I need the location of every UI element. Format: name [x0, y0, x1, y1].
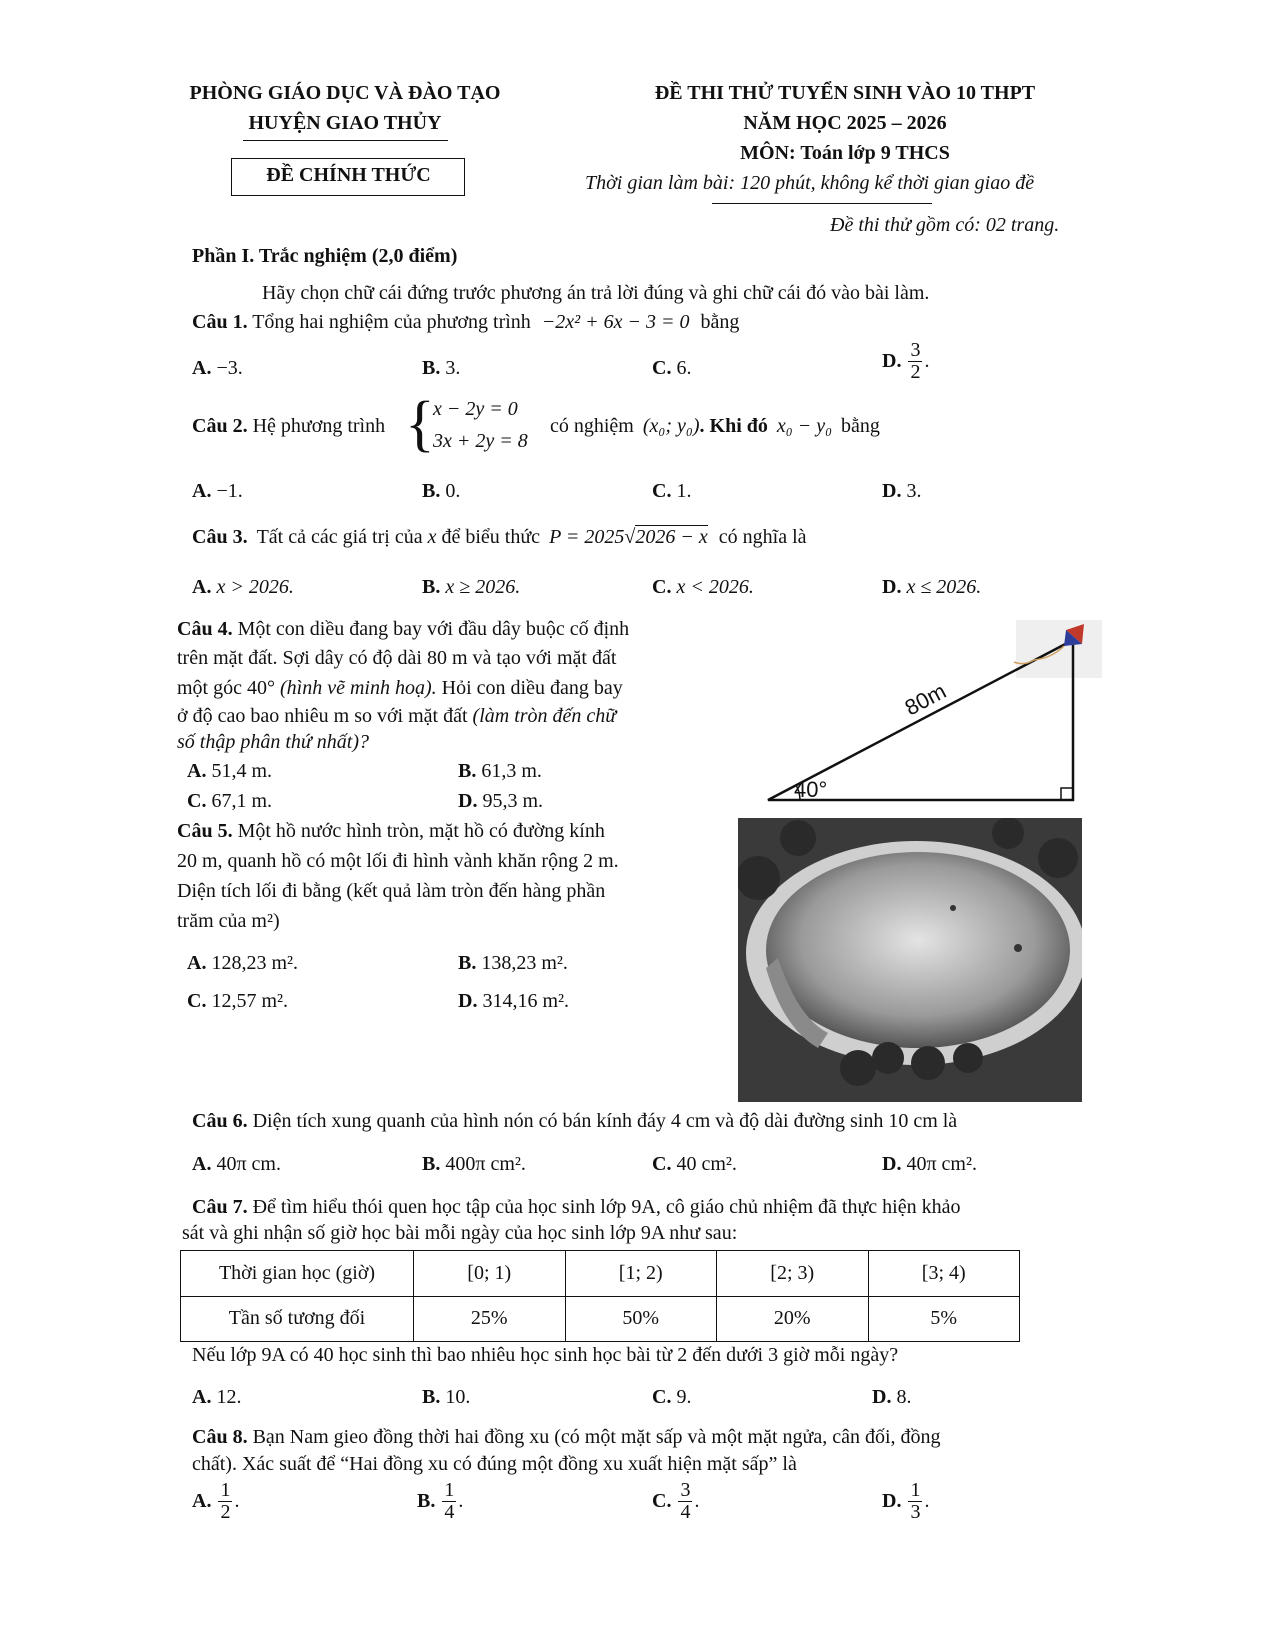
q4-label: Câu 4.	[177, 618, 233, 640]
table-cell: [2; 3)	[717, 1251, 869, 1297]
q5-line2: 20 m, quanh hồ có một lối đi hình vành khăn rộng 2 m.	[177, 850, 619, 872]
q2-solution: (x₀; y₀)	[642, 415, 700, 437]
q7-option-a: A. 12.	[192, 1386, 242, 1408]
q6-option-d: D. 40π cm².	[882, 1153, 977, 1175]
department-name: PHÒNG GIÁO DỤC VÀ ĐÀO TẠO	[189, 82, 501, 104]
q8-option-a: A. $\frac{1}{2}$ .	[192, 1479, 240, 1523]
angle-label: 40°	[794, 777, 828, 802]
q4-line5: số thập phân thứ nhất)?	[177, 731, 370, 753]
q1-option-c: C. 6.	[652, 357, 692, 379]
subject: MÔN: Toán lớp 9 THCS	[740, 142, 950, 164]
q7-question: Nếu lớp 9A có 40 học sinh thì bao nhiêu học sinh học bài từ 2 đến dưới 3 giờ mỗi ngày?	[192, 1344, 899, 1366]
q7-line1: Câu 7. Để tìm hiểu thói quen học tập của học sinh lớp 9A, cô giáo chủ nhiệm đã thực hiện khảo	[192, 1196, 961, 1218]
header-underline	[243, 140, 448, 141]
q6-label: Câu 6.	[192, 1110, 248, 1132]
q7-label: Câu 7.	[192, 1196, 248, 1218]
q6-option-b: B. 400π cm².	[422, 1153, 526, 1175]
q4-line2: trên mặt đất. Sợi dây có độ dài 80 m và tạo với mặt đất	[177, 647, 617, 669]
q1-d-fraction: $\frac{3}{2}$	[910, 339, 921, 383]
pages-note: Đề thi thử gồm có: 02 trang.	[830, 214, 1060, 236]
q5-option-c: C. 12,57 m².	[187, 990, 289, 1012]
q2-option-d: D. 3.	[882, 480, 922, 502]
district-name: HUYỆN GIAO THỦY	[248, 112, 442, 134]
rope-length-label: 80m	[900, 678, 951, 721]
table-header-cell: Tần số tương đối	[181, 1296, 414, 1342]
q3-option-d: D. x ≤ 2026.	[882, 576, 982, 598]
q6-option-a: A. 40π cm.	[192, 1153, 281, 1175]
q1-equation: −2x² + 6x − 3 = 0	[541, 311, 690, 333]
q5-option-b: B. 138,23 m².	[458, 952, 568, 974]
q5-option-d: D. 314,16 m².	[458, 990, 570, 1012]
q5-option-a: A. 128,23 m².	[187, 952, 299, 974]
sqrt-symbol: √	[624, 526, 636, 548]
q2-option-c: C. 1.	[652, 480, 692, 502]
table-cell: 25%	[414, 1296, 566, 1342]
table-row	[181, 1296, 1020, 1342]
frequency-table	[180, 1250, 1020, 1342]
q2-option-a: A. −1.	[192, 480, 243, 502]
q4-option-b: B. 61,3 m.	[458, 760, 542, 782]
q8-option-d: D. $\frac{1}{3}$ .	[882, 1479, 930, 1523]
q3-radicand: 2026 − x	[635, 526, 708, 548]
school-year: NĂM HỌC 2025 – 2026	[743, 112, 947, 134]
q5-line4: trăm của m²)	[177, 910, 280, 932]
q7-option-b: B. 10.	[422, 1386, 471, 1408]
q2-eq2: 3x + 2y = 8	[433, 430, 528, 452]
q6-stem: Câu 6. Diện tích xung quanh của hình nón có bán kính đáy 4 cm và độ dài đường sinh 10 cm là	[192, 1110, 958, 1132]
boat-icon	[950, 905, 956, 911]
q4-line3: một góc 40° (hình vẽ minh hoạ). Hỏi con diều đang bay	[177, 677, 623, 699]
table-header-cell: Thời gian học (giờ)	[181, 1251, 414, 1297]
q2-text: Hệ phương trình	[252, 415, 386, 437]
q3-option-c: C. x < 2026.	[652, 576, 754, 598]
exam-title: ĐỀ THI THỬ TUYỂN SINH VÀO 10 THPT	[654, 82, 1036, 104]
q7-line2: sát và ghi nhận số giờ học bài mỗi ngày của học sinh lớp 9A như sau:	[182, 1222, 738, 1244]
q1-text: Tổng hai nghiệm của phương trình	[252, 311, 531, 333]
q1-stem	[192, 311, 739, 334]
official-label: ĐỀ CHÍNH THỨC	[266, 164, 431, 186]
q2-eq1: x − 2y = 0	[433, 398, 518, 420]
table-cell: 50%	[565, 1296, 717, 1342]
q2-expression: x₀ − y₀	[776, 415, 833, 437]
q8-option-c: C. $\frac{3}{4}$ .	[652, 1479, 700, 1523]
kite-photo-bg	[1016, 620, 1102, 678]
table-cell: [1; 2)	[565, 1251, 717, 1297]
table-cell: 5%	[868, 1296, 1020, 1342]
q1-label: Câu 1.	[192, 311, 248, 333]
time-underline	[712, 203, 932, 204]
instruction: Hãy chọn chữ cái đứng trước phương án trả lời đúng và ghi chữ cái đó vào bài làm.	[262, 282, 930, 304]
q2-label-line	[192, 415, 385, 438]
time-limit: Thời gian làm bài: 120 phút, không kể thời gian giao đề	[585, 172, 1035, 194]
q1-option-d: D. $\frac{3}{2}$ .	[882, 339, 930, 383]
q8-option-b: B. $\frac{1}{4}$ .	[417, 1479, 464, 1523]
q2-option-b: B. 0.	[422, 480, 461, 502]
q8-line2: chất). Xác suất để “Hai đồng xu có đúng một đồng xu xuất hiện mặt sấp” là	[192, 1453, 797, 1475]
q3-var: x	[427, 526, 437, 548]
q5-line3: Diện tích lối đi bằng (kết quả làm tròn đến hàng phần	[177, 880, 606, 902]
q2-brace: {	[405, 390, 435, 458]
part-title: Phần I. Trắc nghiệm (2,0 điểm)	[192, 245, 458, 267]
table-cell: 20%	[717, 1296, 869, 1342]
q2-label: Câu 2.	[192, 415, 248, 437]
right-angle-mark	[1061, 788, 1073, 800]
q3-option-b: B. x ≥ 2026.	[422, 576, 521, 598]
q1-option-a: A. −3.	[192, 357, 243, 379]
q4-option-d: D. 95,3 m.	[458, 790, 544, 812]
q5-line1: Câu 5. Một hồ nước hình tròn, mặt hồ có đường kính	[177, 820, 605, 842]
q1-tail: bằng	[700, 311, 740, 333]
q7-option-d: D. 8.	[872, 1386, 912, 1408]
q3-stem: Câu 3. Tất cả các giá trị của x để biểu thức P = 2025√2026 − x có nghĩa là	[192, 526, 807, 548]
q6-option-c: C. 40 cm².	[652, 1153, 737, 1175]
q1-option-b: B. 3.	[422, 357, 461, 379]
lake-photo	[738, 818, 1082, 1102]
q3-option-a: A. x > 2026.	[192, 576, 294, 598]
q2-rest: có nghiệm (x₀; y₀). Khi đó x₀ − y₀ bằng	[550, 415, 880, 437]
boat-icon	[1014, 944, 1022, 952]
table-cell: [3; 4)	[868, 1251, 1020, 1297]
q4-line1: Câu 4. Một con diều đang bay với đầu dây buộc cố định	[177, 618, 630, 640]
q8-line1: Câu 8. Bạn Nam gieo đồng thời hai đồng xu (có một mặt sấp và một mặt ngửa, cân đối, đồng	[192, 1426, 941, 1448]
table-row	[181, 1251, 1020, 1297]
q7-option-c: C. 9.	[652, 1386, 692, 1408]
lake-water	[766, 852, 1070, 1048]
right-triangle	[768, 640, 1073, 800]
kite-figure	[760, 620, 1105, 805]
table-cell: [0; 1)	[414, 1251, 566, 1297]
q5-label: Câu 5.	[177, 820, 233, 842]
q3-label: Câu 3.	[192, 526, 248, 548]
q4-line4: ở độ cao bao nhiêu m so với mặt đất (làm tròn đến chữ	[177, 705, 617, 727]
q3-expr: P = 2025	[549, 526, 625, 548]
q4-option-c: C. 67,1 m.	[187, 790, 273, 812]
q8-label: Câu 8.	[192, 1426, 248, 1448]
q4-option-a: A. 51,4 m.	[187, 760, 273, 782]
